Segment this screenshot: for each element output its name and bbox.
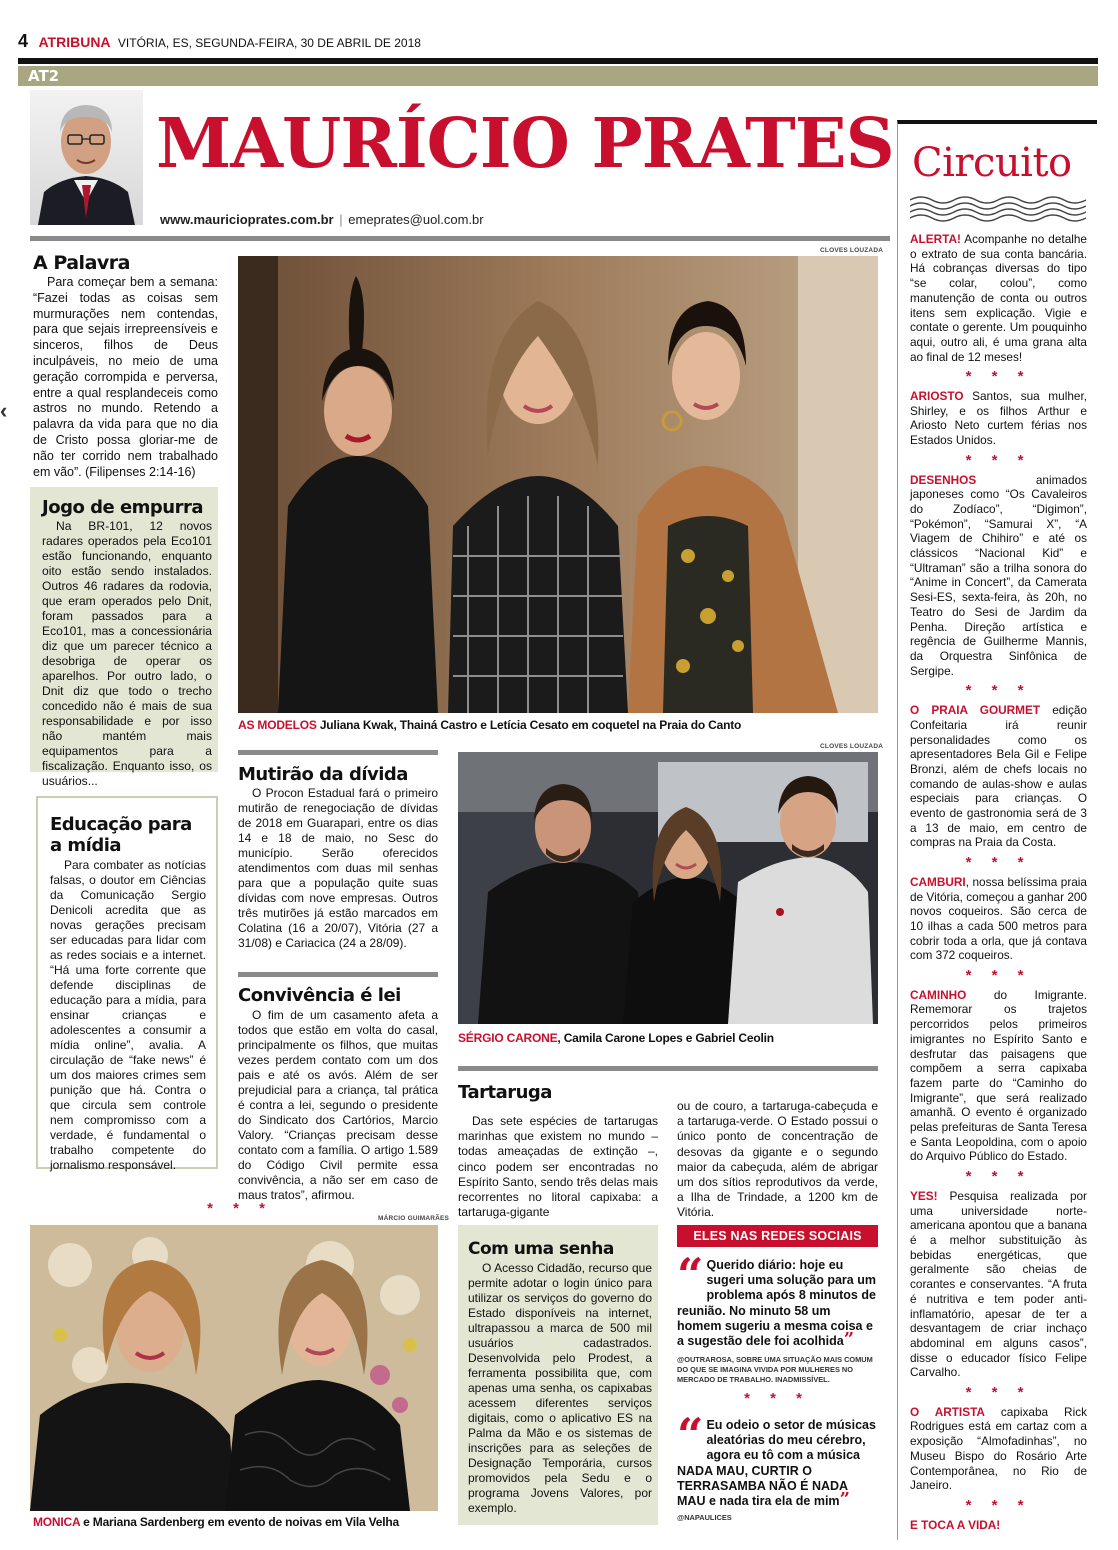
photo-mid: [458, 752, 878, 1024]
quote-close-mark-1: ”: [843, 1329, 855, 1351]
separator-stars: * * *: [207, 1200, 273, 1217]
educacao-heading-line2: a mídia: [50, 835, 122, 856]
jogo-text: Na BR-101, 12 novos radares operados pela Eco101 estão funcionando, enquanto oito estão sendo instalados. Outros 46 radares da rodovia, que eram operados pelo Dnit, foram passados para a Eco101, mas a concessionária diz que um parecer técnico a desobriga de operar os aparelhos. Por outro lado, o Dnit diz que todo o trecho concedido não é mais de sua responsabilidade e por isso não mantém mais equipamentos para a fiscalização. Enquanto isso, os usuários...: [42, 519, 212, 788]
paper-logo: [38, 34, 113, 50]
educacao-heading-line1: Educação para: [50, 814, 192, 835]
photo-mid-credit: CLOVES LOUZADA: [820, 743, 884, 750]
tartaruga-body-col2: [677, 1099, 878, 1221]
circuito-item: [910, 1189, 1087, 1380]
circuito-item-lead: CAMINHO: [910, 987, 967, 1002]
column-title: MAURÍCIO PRATES: [156, 104, 894, 184]
redes-source2: @NAPAULICES: [677, 1513, 732, 1522]
photo-mid-caption-text: , Camila Carone Lopes e Gabriel Ceolin: [557, 1031, 774, 1045]
photo-bottom: [30, 1225, 438, 1511]
jogo-box: [30, 487, 218, 788]
circuito-item-text: capixaba Rick Rodrigues está em cartaz com a exposição “Almofadinhas”, no Museu Bispo do Rosário Arte Contemporânea, no Rio de Janeiro.: [910, 1404, 1087, 1493]
mutirao-rule: [238, 750, 438, 755]
circuito-stars: * * *: [965, 1496, 1032, 1514]
senha-text: O Acesso Cidadão, recurso que permite adotar o login único para utilizar os serviços do governo do Estado disponíveis na internet, ultrapassou a marca de 500 mil usuários cadastrados. Desenvolvida pelo Prodest, a ferramenta possibilita que, com apenas uma senha, os capixabas acessem diferentes serviços digitais, como o aplicativo ES na Palma da Mão e os sistemas de inscrições para as seleções de Designação Temporária, cursos promovidos pela Sedu e o programa Jovens Valores, por exemplo.: [468, 1261, 652, 1515]
photo-bottom-caption-lead: MONICA: [33, 1515, 81, 1529]
circuito-item-lead: DESENHOS: [910, 472, 977, 487]
jogo-body: [42, 519, 212, 789]
quote-open-mark-1: “: [677, 1248, 704, 1302]
circuito-item-lead: O PRAIA GOURMET: [910, 703, 1041, 718]
convivencia-rule: [238, 972, 438, 977]
redes-quote2-text: Eu odeio o setor de músicas aleatórias do meu cérebro, agora eu tô com a música NADA MAU, CURTIR O TERRASAMBA NÃO É NADA MAU e nada tira ela de mim: [677, 1418, 876, 1509]
dateline: VITÓRIA, ES, SEGUNDA-FEIRA, 30 DE ABRIL DE 2018: [117, 36, 421, 50]
section-bar: [18, 66, 1098, 86]
redes-heading-bar: [677, 1225, 878, 1247]
mutirao-body: [238, 786, 438, 951]
convivencia-body: [238, 1008, 438, 1203]
circuito-stars: * * *: [965, 854, 1032, 872]
circuito-item-lead: O ARTISTA: [910, 1404, 985, 1419]
photo-main-caption-text: Juliana Kwak, Thainá Castro e Letícia Cesato em coquetel na Praia do Canto: [319, 718, 742, 732]
circuito-item: [910, 1405, 1087, 1493]
circuito-title: Circuito: [912, 140, 1072, 186]
circuito-item-lead: ARIOSTO: [910, 389, 964, 404]
photo-main: [238, 256, 878, 713]
circuito-item: [910, 232, 1087, 364]
redes-heading: ELES NAS REDES SOCIAIS: [693, 1229, 862, 1243]
redes-quote1: [677, 1248, 878, 1351]
columnist-portrait: [30, 90, 143, 225]
convivencia-text: O fim de um casamento afeta a todos que estão em volta do casal, principalmente os filhos, que muitas vezes perdem contato com um dos pais e até os avós. Além de ser prejudicial para a criança, tal prática é contra a lei, segundo o presidente do Sindicato dos Cartórios, Marcio Valory. “Crianças precisam desse contato com a família. O artigo 1.589 do Código Civil permite essa convivência, a não ser em caso de maus tratos”, afirmou.: [238, 1008, 438, 1202]
contact-separator: |: [339, 212, 343, 227]
educacao-box: [36, 796, 218, 1172]
circuito-items: [910, 232, 1087, 1532]
page-number: 4: [18, 31, 29, 51]
circuito-item-text: do Imigrante. Rememorar os trajetos percorridos pelos primeiros imigrantes no Espírito Santo e desfrutar das paisagens que compõem a serra capixaba fazem parte do “Caminho do Imigrante”, que será realizado amanhã. O evento é organizado pelas prefeituras de Santa Teresa e Santa Leopoldina, com o apoio do Arquivo Público do Estado.: [910, 987, 1087, 1164]
page-header: [18, 31, 1098, 51]
redes-source1: @OUTRAROSA, SOBRE UMA SITUAÇÃO MAIS COMUM DO QUE SE IMAGINA VIVIDA POR MULHERES NO MERCADO DE TRABALHO. INADMISSÍVEL.: [677, 1355, 873, 1384]
circuito-closing-text: E TOCA A VIDA!: [910, 1517, 1001, 1532]
quote-close-mark-2: ”: [839, 1489, 850, 1511]
prev-page-arrow-icon[interactable]: ‹: [0, 398, 8, 423]
circuito-item: [910, 473, 1087, 679]
circuito-closing: [910, 1518, 1087, 1533]
circuito-item-lead: YES!: [910, 1188, 938, 1203]
tartaruga-text-col1: Das sete espécies de tartarugas marinhas que existem no mundo – todas ameaçadas de extinção –, cinco podem ser encontradas no Espírito Santo, sendo três delas mais recorrentes no litoral capixaba: a tartaruga-gigante: [458, 1114, 658, 1220]
circuito-stars: * * *: [965, 967, 1032, 985]
palavra-text: Para começar bem a semana: “Fazei todas as coisas sem murmurações nem contendas, para que sejais irrepreensíveis e sinceros, filhos de Deus inculpáveis, no meio de uma geração corrompida e perversa, entre a qual resplandeceis como astros no mundo. Retendo a palavra da vida para que no dia de Cristo possa gloriar-me de não ter corrido nem trabalhado em vão”. (Filipenses 2:14-16): [33, 275, 218, 479]
circuito-item-text: edição Confeitaria irá reunir personalidades como os apresentadores Bela Gil e Felipe Bronzi, além de chefs locais no comando de aulas-show e aulas especiais para crianças. O evento de gastronomia será de 3 a 13 de maio, em centro de compras na Praia da Costa.: [910, 703, 1087, 850]
jogo-heading: Jogo de empurra: [42, 497, 204, 518]
photo-main-credit: CLOVES LOUZADA: [820, 247, 884, 254]
header-rule: [18, 58, 1098, 64]
tartaruga-rule: [458, 1066, 878, 1071]
palavra-heading: A Palavra: [33, 252, 130, 274]
circuito-stars: * * *: [965, 1168, 1032, 1186]
redes-stars: * * *: [744, 1390, 810, 1407]
circuito-item: [910, 988, 1087, 1164]
circuito-item-lead: CAMBURI: [910, 874, 966, 889]
convivencia-heading: Convivência é lei: [238, 985, 401, 1006]
quote-open-mark-2: “: [677, 1408, 704, 1462]
circuito-item-text: Acompanhe no detalhe o extrato de sua conta bancária. Há cobranças diversas do tipo “se colar, colou”, como manutenção de conta ou outros itens sem explicação. Vigie e contate o gerente. Um pouquinho aqui, outro ali, é uma grana alta ao final de 12 meses!: [910, 232, 1087, 364]
photo-bottom-caption: [33, 1515, 453, 1529]
redes-quote2: [677, 1408, 878, 1511]
tartaruga-heading: Tartaruga: [458, 1082, 552, 1103]
redes-quote1-text: Querido diário: hoje eu sugeri uma solução para um problema após 8 minutos de reunião. No minuto 58 um homem sugeriu a mesma coisa e a sugestão dele foi acolhida: [677, 1258, 876, 1349]
tartaruga-body-col1: [458, 1114, 658, 1220]
senha-heading: Com uma senha: [468, 1239, 614, 1259]
title-rule: [30, 236, 890, 241]
circuito-sidebar: [897, 120, 1097, 1540]
senha-box: [458, 1225, 658, 1525]
photo-bottom-caption-text: e Mariana Sardenberg em evento de noivas em Vila Velha: [83, 1515, 399, 1529]
website-link[interactable]: www.mauricioprates.com.br: [160, 212, 334, 227]
circuito-stars: * * *: [965, 682, 1032, 700]
circuito-item-text: animados japoneses como “Os Cavaleiros do Zodíaco”, “Digimon”, “Pokémon”, “Samurai X”, “A Viagem de Chihiro” e até os clássicos “Nacional Kid” e “Ultraman” são a trilha sonora do “Anime in Concert”, da Camerata Sesi-ES, sexta-feira, às 20h, no Teatro do Sesi de Jardim da Penha. Direção artística e regência de Guilherme Mannis, da Orquestra Sinfônica de Sergipe.: [910, 472, 1087, 678]
wave-ornament: [910, 194, 1086, 224]
paper-logo-prefix: A: [38, 34, 48, 50]
photo-mid-caption-lead: SÉRGIO CARONE: [458, 1031, 558, 1045]
educacao-body: [50, 858, 206, 1173]
circuito-item-text: Pesquisa realizada por uma universidade norte-americana apontou que a banana é a melhor substituição às bebidas energéticas, que geralmente são cheias de corantes e conservantes. “A fruta é nutritiva e tem poder anti-inflamatório, apesar de ter a desvantagem de criar inchaço abdominal em alguns casos”, disse o educador físico Felipe Carvalho.: [910, 1188, 1087, 1380]
circuito-item: [910, 703, 1087, 850]
circuito-item: [910, 875, 1087, 963]
column-contact: [160, 212, 484, 227]
circuito-item-text: , nossa belíssima praia de Vitória, começou a ganhar 200 novos coqueiros. São cerca de 10 ilhas a cada 500 metros para cobrir toda a orla, que já contava com 372 coqueiros.: [910, 874, 1087, 963]
circuito-stars: * * *: [965, 368, 1032, 386]
mutirao-text: O Procon Estadual fará o primeiro mutirão de renegociação de dívidas de 2018 em Guarapari, entre os dias 14 e 18 de maio, no Sesc do município. Serão oferecidos atendimentos com duas mil senhas para que a população quite suas dívidas com nove empresas. Outros três mutirões já estão marcados em Colatina (16 a 20/07), Vitória (27 a 31/08) e Cariacica (24 a 28/09).: [238, 786, 438, 950]
section-label: AT2: [28, 67, 60, 85]
educacao-text: Para combater as notícias falsas, o doutor em Ciências da Comunicação Sergio Denicoli acredita que as novas gerações precisam ser educadas para lidar com as redes sociais e a internet. “Há uma forte corrente que defende disciplinas de educação para a mídia, para ensinar crianças e adolescentes a consumir a mídia online”, avalia. A circulação de “fake news” é um dos maiores crimes sem punição que há. Contra o que circula sem controle nem compromisso com a verdade, é fundamental o trabalho competente do jornalismo responsável.: [50, 858, 206, 1172]
circuito-stars: * * *: [965, 451, 1032, 469]
mutirao-heading: Mutirão da dívida: [238, 764, 408, 785]
photo-mid-caption: [458, 1031, 878, 1045]
email-link[interactable]: emeprates@uol.com.br: [348, 212, 484, 227]
palavra-body: [33, 275, 218, 480]
tartaruga-text-col2: ou de couro, a tartaruga-cabeçuda e a tartaruga-verde. O Estado possui o único ponto de concentração de desovas da gigante e o segundo maior da cabeçuda, além de abrigar um dos sítios reprodutivos da verde, a Ilha de Trindade, a 1200 km de Vitória.: [677, 1099, 878, 1220]
educacao-heading: [50, 814, 192, 856]
senha-body: [468, 1261, 652, 1516]
circuito-item-lead: ALERTA!: [910, 232, 961, 246]
circuito-item-text: Santos, sua mulher, Shirley, e os filhos Arthur e Ariosto Neto curtem férias nos Estados Unidos.: [910, 389, 1087, 448]
circuito-stars: * * *: [965, 1384, 1032, 1402]
photo-main-caption-lead: AS MODELOS: [238, 718, 317, 732]
photo-bottom-credit: MÁRCIO GUIMARÃES: [378, 1215, 450, 1222]
photo-main-caption: [238, 718, 878, 732]
circuito-item: [910, 389, 1087, 448]
paper-logo-name: TRIBUNA: [47, 34, 111, 50]
